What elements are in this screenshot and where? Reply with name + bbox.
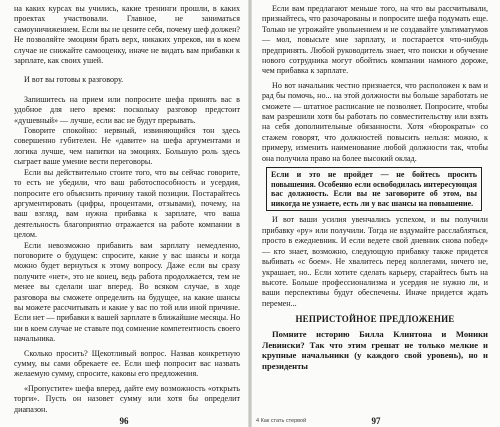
left-paragraph-5: Если невозможно прибавить вам зарплату немедленно, поговорите о будущем: спросите, какие у вас шансы и когда можно будет вернуться к этому вопросу. Даже если вы сразу получите «нет», это не конец, ведь работа продолжается, тем не менее вы сделали шаг вперед. Во всяком случае, в ходе разговора вы сможете определить на будущее, на какие шансы вы можете рассчитывать и какие у вас по той или иной причине. Если нет — прибавки к вашей зарплате в ближайшие месяцы. Но ни в коем случае не ставьте под сомнение компетентность своего начальника. xyxy=(14,240,241,344)
right-paragraph-3: И вот ваши усилия увенчались успехом, и вы получили прибавку «ру» или получили. Тогда не вздумайте расслабляться, просто в ежедневник. И если ведете свой дневник снова побед» — кто знает, возможно, следующую прибавку также придется выбивать «с боем». Не хвалитесь перед коллегами, ничего не, украшает, но.. Если хотите сделать карьеру, старайтесь быть на высоте. Больше профессионализма и усердия не нужно ли, и ваши перспективы будут обеспечены. Иначе придется ждать перемен... xyxy=(262,215,488,308)
left-subhead: И вот вы готовы к разговору. xyxy=(24,75,124,85)
right-paragraph-2: Но вот начальник честно признается, что расположен к вам и рад бы помочь, но... на этой должности вы больше заработать не сможете — штатное расписание не позволяет. Попросите, чтобы вам разрешили хотя бы работать по совместительству или взять на себя дополнительные обязанности. Хотя «бюрократы» со стажем говорят, что должностей повысить нельзя: можно, к примеру, изменить наименование любой должности так, чтобы она получила право на более высокий оклад. xyxy=(262,80,488,163)
right-paragraph-final: Помните историю Билла Клинтона и Моники Левински? Так что этим грешат не только мелкие и крупные начальники (у каждого свой уровень), но и президенты xyxy=(262,329,488,371)
left-paragraph-4: Если вы действительно стоите того, что вы сейчас говорите, то есть не убедили, что ваш работоспособность и усердия, попросите его объяснить причину такой позиции. Постарайтесь аргументировать (цифры, процентами, отзывами), почему, на ваш взгляд, вам нужна прибавка к зарплате, что ваша деятельность благоприятно отражается на работе компании в целом. xyxy=(14,167,240,240)
highlight-box: Если и это не пройдет — не бойтесь просить повышения. Особенно если освободилась интересующая вас должность. Если вы не заговорите об этом, вы никогда не узнаете, есть ли у вас шансы на повышение. xyxy=(266,167,482,211)
left-paragraph-2: Запишитесь на прием или попросите шефа принять вас в удобное для него время: поскольку разговор предстоит «душевный» — лучше, если вас не будут прерывать. xyxy=(14,94,240,125)
right-paragraph-1: Если вам предлагают меньше того, на что вы рассчитывали, признайтесь, что разочарованы и попросите шефа подумать еще. Только не угрожайте увольнением и не создавайте ультиматумов — мол, повысьте мне зарплату, и постарается что-нибудь предпринять. Любой руководитель знает, что поиски и обучение нового сотрудника могут обойтись компании намного дороже, чем прибавка к зарплате. xyxy=(262,4,488,76)
right-page-number: 97 xyxy=(371,416,381,426)
left-page-number: 96 xyxy=(119,416,129,426)
left-paragraph-6: Сколько просить? Щекотливый вопрос. Назвав конкретную сумму, вы сами обрекаете ее. Если шеф попросит вас назвать желаемую сумму, спросите, каковы его предложения. xyxy=(14,348,240,379)
book-footer: 4 Как стать стервой xyxy=(256,418,307,424)
right-page xyxy=(252,0,500,427)
section-heading: НЕПРИСТОЙНОЕ ПРЕДЛОЖЕНИЕ xyxy=(295,314,455,325)
left-paragraph-3: Говорите спокойно: нервный, извиняющийся тон здесь совершенно губителен. Не «давите» на шефа аргументами и логика лучше, чем напитки на эмоциях. Большую роль здесь сыграет ваше умение вести переговоры. xyxy=(14,126,240,167)
left-paragraph-opening: на каких курсах вы учились, какие тренинги прошли, в каких проектах участвовали. Главное, не заниматься самоуничижением. Если вы не цените себя, почему шеф должен? Не позволяйте эмоциям брать верх, никаких упреков, ни в коем случае не снижайте самооценку, иначе не видать вам прибавки к зарплате, как своих ушей. xyxy=(14,4,240,66)
left-paragraph-7: «Пропустите» шефа вперед, дайте ему возможность «открыть торги». Пусть он назовет сумму или хотя бы определит диапазон. xyxy=(14,383,240,414)
left-page xyxy=(0,0,248,427)
